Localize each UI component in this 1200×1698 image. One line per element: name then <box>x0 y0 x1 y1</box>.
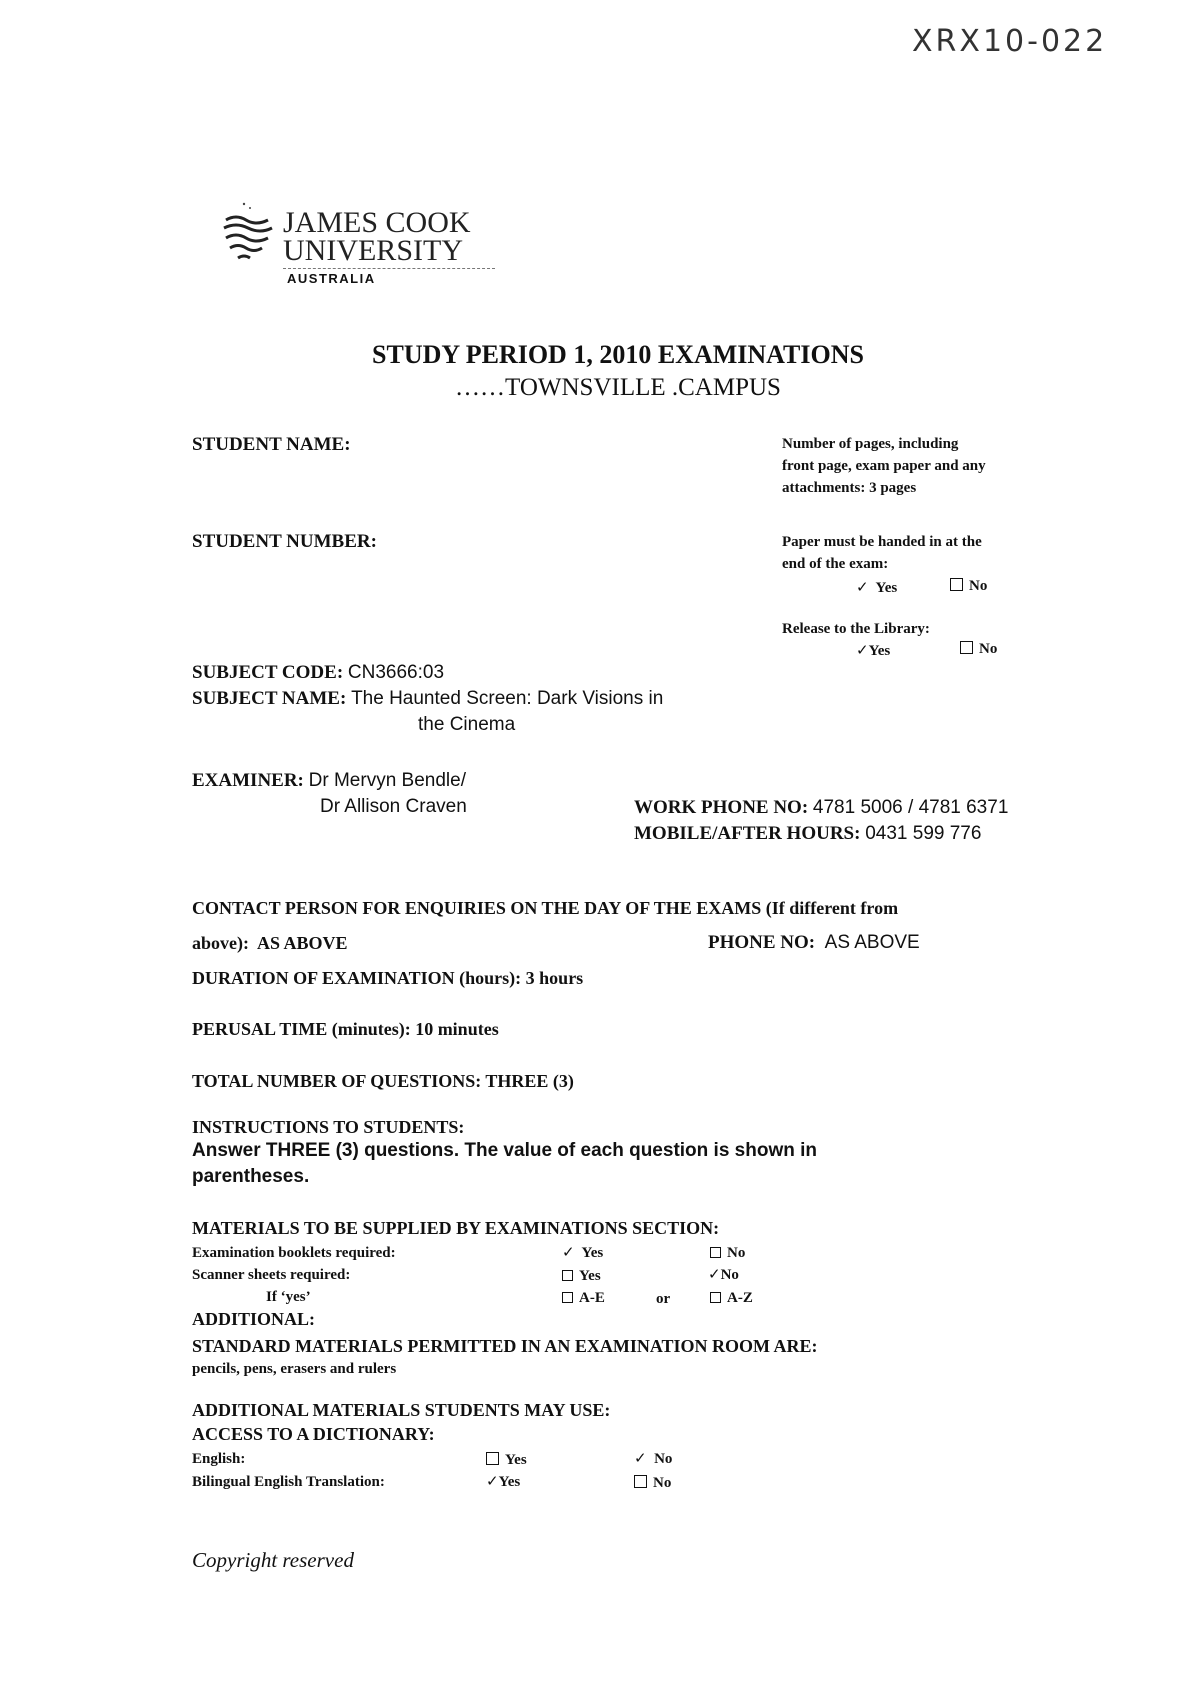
library-yes <box>856 641 890 660</box>
standard-materials-label: STANDARD MATERIALS PERMITTED IN AN EXAMINATION ROOM ARE: <box>192 1336 818 1356</box>
english-yes <box>486 1452 527 1469</box>
mobile-phone-label: MOBILE/AFTER HOURS: <box>634 823 861 844</box>
materials-label: MATERIALS TO BE SUPPLIED BY EXAMINATIONS SECTION: <box>192 1218 720 1238</box>
option-a-z-label: A-Z <box>727 1290 753 1306</box>
handed-in-yes <box>856 578 897 597</box>
option-a-e-label: A-E <box>579 1290 605 1306</box>
library-no-label: No <box>979 641 998 657</box>
subject-name-row <box>192 688 663 710</box>
check-mark-icon: ✓ <box>562 1243 575 1261</box>
checkbox-icon <box>634 1475 647 1488</box>
handed-in-no-label: No <box>969 578 988 594</box>
bilingual-yes <box>486 1472 520 1491</box>
contact-label-line-2: above): <box>192 933 249 953</box>
total-questions: TOTAL NUMBER OF QUESTIONS: THREE (3) <box>192 1071 574 1091</box>
scanner-no <box>708 1265 739 1284</box>
contact-value: AS ABOVE <box>257 933 348 953</box>
contact-phone-label: PHONE NO: <box>708 932 816 953</box>
contact-label-line-1: CONTACT PERSON FOR ENQUIRIES ON THE DAY OF THE EXAMS (If different from <box>192 898 899 918</box>
booklets-no <box>710 1245 745 1262</box>
examiner-name-2: Dr Allison Craven <box>320 796 467 817</box>
pages-info-line-1: Number of pages, including <box>782 436 959 452</box>
logo-line-1: JAMES COOK <box>283 206 471 239</box>
booklets-label: Examination booklets required: <box>192 1245 396 1261</box>
additional-materials-label: ADDITIONAL MATERIALS STUDENTS MAY USE: <box>192 1400 611 1420</box>
examiner-row <box>192 770 466 792</box>
bilingual-yes-label: Yes <box>498 1474 521 1490</box>
checkbox-icon <box>950 578 963 591</box>
english-yes-label: Yes <box>505 1452 527 1468</box>
checkbox-icon <box>562 1292 573 1303</box>
checkbox-icon <box>710 1292 721 1303</box>
check-mark-icon: ✓ <box>856 641 869 659</box>
scanner-no-label: No <box>720 1267 739 1283</box>
subject-code-label: SUBJECT CODE: <box>192 662 344 683</box>
logo-line-2: UNIVERSITY <box>283 234 463 267</box>
handed-in-no <box>950 578 987 595</box>
booklets-no-label: No <box>727 1245 746 1261</box>
instructions-line-2: parentheses. <box>192 1166 310 1187</box>
copyright-notice: Copyright reserved <box>192 1548 354 1572</box>
work-phone-value: 4781 5006 / 4781 6371 <box>812 797 1009 818</box>
handed-in-line-2: end of the exam: <box>782 556 889 572</box>
booklets-yes <box>562 1243 603 1262</box>
scanner-label: Scanner sheets required: <box>192 1267 351 1283</box>
perusal-time: PERUSAL TIME (minutes): 10 minutes <box>192 1019 499 1039</box>
campus-title: ……TOWNSVILLE .CAMPUS <box>455 374 781 401</box>
option-a-e <box>562 1290 605 1307</box>
or-label: or <box>656 1291 671 1307</box>
standard-materials-items: pencils, pens, erasers and rulers <box>192 1361 397 1377</box>
library-no <box>960 641 997 658</box>
handed-in-line-1: Paper must be handed in at the <box>782 534 982 550</box>
check-mark-icon: ✓ <box>856 578 869 596</box>
scanner-yes <box>562 1268 601 1285</box>
mobile-phone-row <box>634 823 981 845</box>
student-name-label: STUDENT NAME: <box>192 434 351 455</box>
bilingual-no-label: No <box>653 1475 672 1491</box>
scanner-yes-label: Yes <box>579 1268 601 1284</box>
check-mark-icon: ✓ <box>634 1449 647 1467</box>
examiner-name-1: Dr Mervyn Bendle/ <box>308 770 466 791</box>
contact-row <box>192 933 348 954</box>
if-yes-label: If ‘yes’ <box>266 1289 311 1305</box>
instructions-label: INSTRUCTIONS TO STUDENTS: <box>192 1117 465 1137</box>
checkbox-icon <box>710 1247 721 1258</box>
page-title: STUDY PERIOD 1, 2010 EXAMINATIONS <box>372 340 864 369</box>
booklets-yes-label: Yes <box>581 1245 604 1261</box>
english-no-label: No <box>654 1451 673 1467</box>
dictionary-label: ACCESS TO A DICTIONARY: <box>192 1424 435 1444</box>
english-label: English: <box>192 1451 246 1467</box>
english-no <box>634 1449 672 1468</box>
student-number-label: STUDENT NUMBER: <box>192 531 377 552</box>
subject-name-value-line-2: the Cinema <box>418 714 516 735</box>
checkbox-icon <box>562 1270 573 1281</box>
subject-name-value-line-1: The Haunted Screen: Dark Visions in <box>351 688 664 709</box>
mobile-phone-value: 0431 599 776 <box>865 823 982 844</box>
pages-info-line-3: attachments: 3 pages <box>782 480 917 496</box>
library-label: Release to the Library: <box>782 621 930 637</box>
work-phone-row <box>634 797 1008 819</box>
university-crest-icon <box>220 198 276 268</box>
option-a-z <box>710 1290 753 1307</box>
work-phone-label: WORK PHONE NO: <box>634 797 809 818</box>
subject-name-label: SUBJECT NAME: <box>192 688 347 709</box>
pages-info-line-2: front page, exam paper and any <box>782 458 986 474</box>
bilingual-no <box>634 1475 671 1492</box>
bilingual-label: Bilingual English Translation: <box>192 1474 385 1490</box>
check-mark-icon: ✓ <box>708 1265 721 1283</box>
library-yes-label: Yes <box>868 643 891 659</box>
subject-code-value: CN3666:03 <box>347 662 445 683</box>
subject-code-row <box>192 662 444 684</box>
additional-label: ADDITIONAL: <box>192 1309 316 1329</box>
checkbox-icon <box>960 641 973 654</box>
handwritten-code: XRX10-022 <box>912 24 1108 59</box>
contact-phone-row <box>708 932 920 954</box>
instructions-line-1: Answer THREE (3) questions. The value of each question is shown in <box>192 1140 817 1161</box>
check-mark-icon: ✓ <box>486 1472 499 1490</box>
duration: DURATION OF EXAMINATION (hours): 3 hours <box>192 968 584 988</box>
handed-in-yes-label: Yes <box>875 580 898 596</box>
logo-line-3: AUSTRALIA <box>287 271 376 286</box>
checkbox-icon <box>486 1452 499 1465</box>
examiner-label: EXAMINER: <box>192 770 304 791</box>
contact-phone-value: AS ABOVE <box>824 932 920 953</box>
